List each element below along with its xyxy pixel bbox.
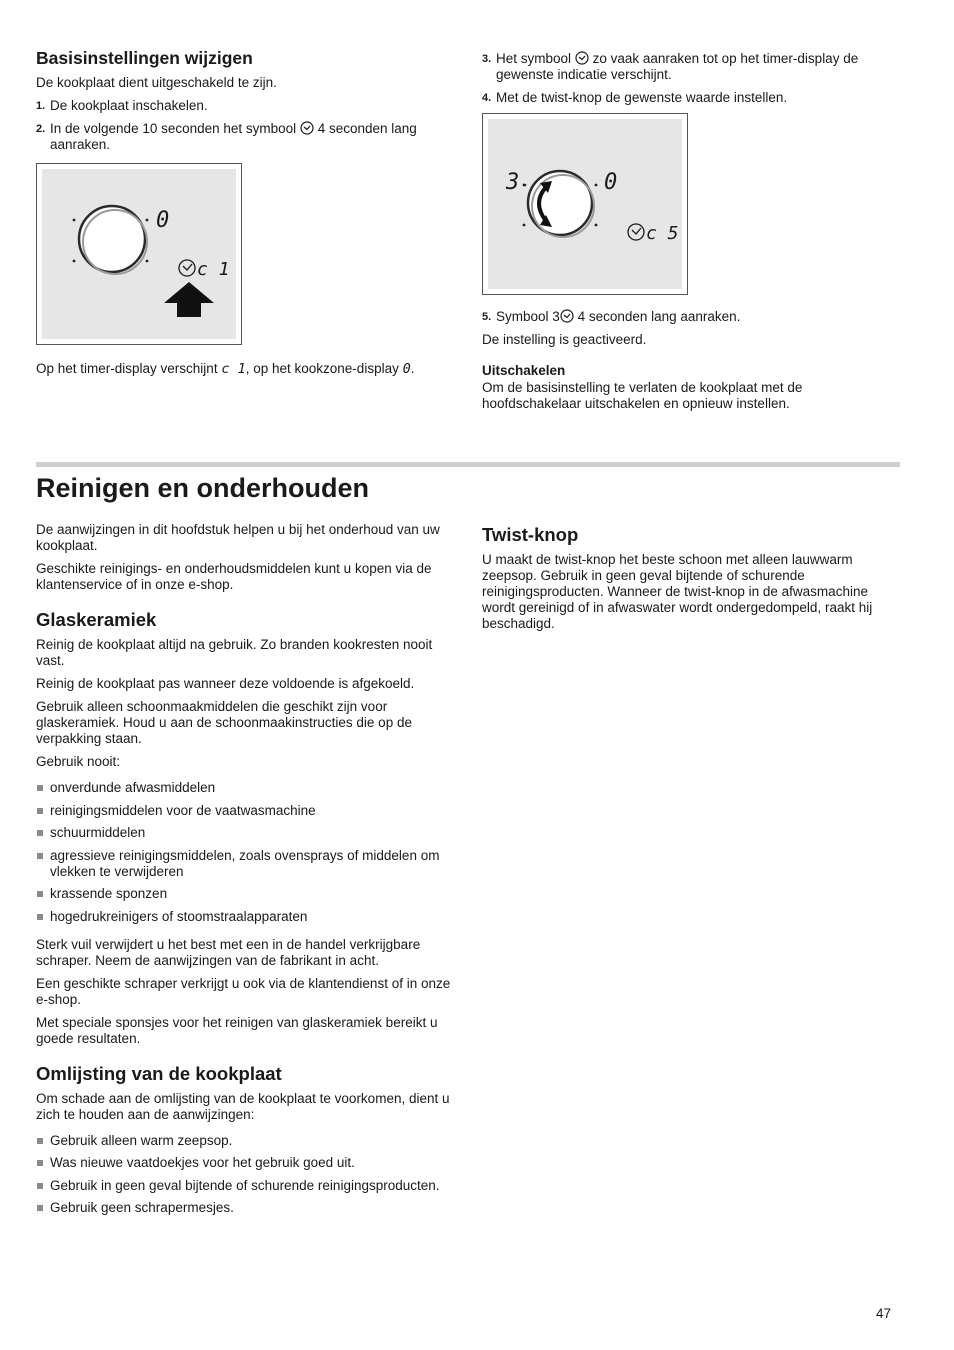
timer-note-text-b: , op het kookzone-display xyxy=(245,361,399,376)
figure-knob-twist-c5 xyxy=(482,113,688,295)
section-divider xyxy=(36,462,900,467)
step-2 xyxy=(36,121,456,153)
list-item: krassende sponzen xyxy=(36,886,456,902)
glaskeramiek-title: Glaskeramiek xyxy=(36,609,157,630)
basis-steps-right xyxy=(482,51,902,106)
timer-icon xyxy=(575,51,589,65)
step-text: Met de twist-knop de gewenste waarde instellen. xyxy=(496,90,788,105)
arrow-up-icon xyxy=(164,282,214,317)
list-item: Gebruik geen schrapermesjes. xyxy=(36,1200,456,1216)
cleaning-left-column xyxy=(36,522,456,1224)
step-text-b: zo vaak aanraken tot op het timer-display de gewenste indicatie verschijnt. xyxy=(496,51,859,82)
twist-p1: U maakt de twist-knop het beste schoon met alleen lauwwarm zeepsop. Gebruik in geen geval bijtende of schurende reinigingsproducten. Wanneer de twist-knop in de afwasmachine wordt gereinigd of in afwaswater wordt ondergedompeld, raakt hij beschadigd. xyxy=(482,552,873,631)
page-number: 47 xyxy=(876,1306,892,1321)
timer-display: c 1 xyxy=(197,259,230,280)
omlijsting-title: Omlijsting van de kookplaat xyxy=(36,1062,282,1084)
timer-note xyxy=(36,361,456,377)
section-intro-2: Geschikte reinigings- en onderhoudsmiddelen kunt u kopen via de klantenservice of in onze e-shop. xyxy=(36,561,432,592)
basis-section-right xyxy=(482,51,902,419)
step-5 xyxy=(482,309,902,325)
step-4 xyxy=(482,90,902,106)
list-item: agressieve reinigingsmiddelen, zoals ovensprays of middelen om vlekken te verwijderen xyxy=(36,848,456,880)
list-item: reinigingsmiddelen voor de vaatwasmachine xyxy=(36,803,456,819)
basis-title: Basisinstellingen wijzigen xyxy=(36,48,253,68)
timer-icon xyxy=(179,260,195,276)
zone-display-right: 0 xyxy=(604,170,618,195)
glaskeramiek-p7: Met speciale sponsjes voor het reinigen van glaskeramiek bereikt u goede resultaten. xyxy=(36,1014,438,1046)
omlijsting-list xyxy=(36,1133,456,1217)
list-item: hogedrukreinigers of stoomstraalapparaten xyxy=(36,909,456,925)
figure-knob-timer-c1 xyxy=(36,163,242,345)
step-text-b: 4 seconden lang aanraken. xyxy=(50,121,417,152)
twist-title: Twist-knop xyxy=(482,524,579,545)
step-text-b: 4 seconden lang aanraken. xyxy=(577,309,741,324)
timer-note-text-a: Op het timer-display verschijnt xyxy=(36,361,218,376)
twist-knob-icon xyxy=(73,206,149,274)
step-number: 5. xyxy=(482,311,492,323)
basis-intro: De kookplaat dient uitgeschakeld te zijn. xyxy=(36,75,277,90)
step-number: 1. xyxy=(36,100,46,112)
step-1 xyxy=(36,98,456,114)
list-item: onverdunde afwasmiddelen xyxy=(36,780,456,796)
glaskeramiek-p2: Reinig de kookplaat pas wanneer deze voldoende is afgekoeld. xyxy=(36,676,415,691)
activated-note: De instelling is geactiveerd. xyxy=(482,332,647,347)
glaskeramiek-p5: Sterk vuil verwijdert u het best met een in de handel verkrijgbare schraper. Neem de aanwijzingen van de fabrikant in acht. xyxy=(36,936,421,968)
list-item: Gebruik in geen geval bijtende of schurende reinigingsproducten. xyxy=(36,1178,456,1194)
basis-steps-left xyxy=(36,98,456,153)
list-item: Was nieuwe vaatdoekjes voor het gebruik goed uit. xyxy=(36,1155,456,1171)
timer-icon xyxy=(628,224,644,240)
timer-note-text-c: . xyxy=(410,361,415,376)
twist-knob-icon xyxy=(523,171,598,237)
step-text-a: Het symbool xyxy=(496,51,572,66)
timer-display: c 5 xyxy=(646,223,679,244)
step-number: 3. xyxy=(482,53,492,65)
basis-section-left xyxy=(36,48,456,384)
omlijsting-p1: Om schade aan de omlijsting van de kookplaat te voorkomen, dient u zich te houden aan de aanwijzingen: xyxy=(36,1090,450,1122)
zone-display: 0 xyxy=(156,208,170,233)
step-text-a: Symbool 3 xyxy=(496,309,560,324)
basis-steps-right-2 xyxy=(482,309,902,325)
section-intro-1: De aanwijzingen in dit hoofdstuk helpen u bij het onderhoud van uw kookplaat. xyxy=(36,522,440,553)
zone-display-left: 3 xyxy=(506,170,520,195)
off-heading: Uitschakelen xyxy=(482,363,566,378)
step-3 xyxy=(482,51,902,83)
step-text-a: In de volgende 10 seconden het symbool xyxy=(50,121,297,136)
timer-icon xyxy=(300,121,314,135)
list-item: schuurmiddelen xyxy=(36,825,456,841)
list-item: Gebruik alleen warm zeepsop. xyxy=(36,1133,456,1149)
glaskeramiek-p3: Gebruik alleen schoonmaakmiddelen die geschikt zijn voor glaskeramiek. Houd u aan de schoonmaakinstructies die op de verpakking staan. xyxy=(36,699,412,746)
step-text: De kookplaat inschakelen. xyxy=(50,98,208,113)
glaskeramiek-p1: Reinig de kookplaat altijd na gebruik. Zo branden kookresten nooit vast. xyxy=(36,637,433,668)
timer-note-zone: 0 xyxy=(402,361,411,377)
cleaning-right-column xyxy=(482,524,902,639)
section-title: Reinigen en onderhouden xyxy=(36,473,370,503)
off-text: Om de basisinstelling te verlaten de kookplaat met de hoofdschakelaar uitschakelen en opnieuw instellen. xyxy=(482,380,803,411)
glaskeramiek-p6: Een geschikte schraper verkrijgt u ook via de klantendienst of in onze e-shop. xyxy=(36,975,451,1007)
step-number: 2. xyxy=(36,123,46,135)
glaskeramiek-list xyxy=(36,780,456,925)
timer-note-symbol: c 1 xyxy=(221,361,246,377)
glaskeramiek-p4: Gebruik nooit: xyxy=(36,754,121,769)
timer-icon xyxy=(560,309,574,323)
step-number: 4. xyxy=(482,92,492,104)
